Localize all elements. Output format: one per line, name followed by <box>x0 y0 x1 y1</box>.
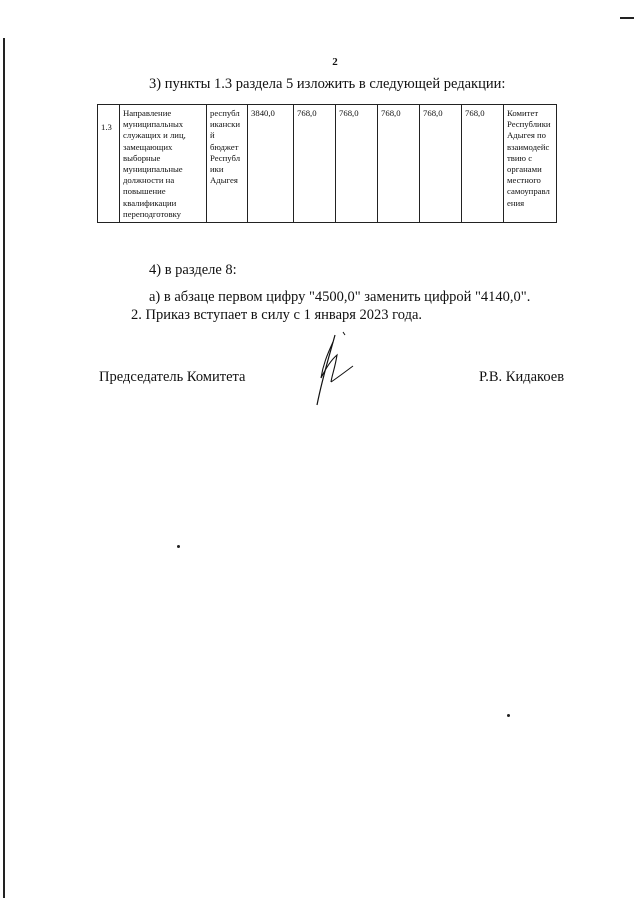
paragraph-2: 2. Приказ вступает в силу с 1 января 2023 года. <box>131 307 423 323</box>
page-number: 2 <box>332 56 338 68</box>
cell-year-1: 768,0 <box>294 105 336 223</box>
cell-total: 3840,0 <box>248 105 294 223</box>
cell-direction: Направление муниципальных служащих и лиц, замещающих выборные муниципальные должности на повышение квалификации переподготовку <box>120 105 207 223</box>
cell-year-2: 768,0 <box>336 105 378 223</box>
scan-edge-line <box>3 38 5 898</box>
handwritten-signature <box>305 330 375 410</box>
scan-speck <box>177 545 180 548</box>
cell-executor: Комитет Республики Адыгея по взаимодействию с органами местного самоуправления <box>504 105 557 223</box>
scan-speck <box>507 714 510 717</box>
table-row <box>98 105 557 223</box>
scan-corner-mark <box>620 17 634 19</box>
amendment-heading: 3) пункты 1.3 раздела 5 изложить в следующей редакции: <box>149 76 506 92</box>
cell-budget: республиканский бюджет Республики Адыгея <box>207 105 248 223</box>
paragraph-section-8: 4) в разделе 8: <box>149 262 237 278</box>
cell-year-4: 768,0 <box>420 105 462 223</box>
cell-number: 1.3 <box>98 105 120 223</box>
cell-year-5: 768,0 <box>462 105 504 223</box>
signer-name: Р.В. Кидакоев <box>479 369 565 385</box>
section-5-table <box>97 104 557 223</box>
cell-year-3: 768,0 <box>378 105 420 223</box>
signer-title: Председатель Комитета <box>99 369 246 385</box>
paragraph-a: а) в абзаце первом цифру "4500,0" заменить цифрой "4140,0". <box>149 289 531 305</box>
